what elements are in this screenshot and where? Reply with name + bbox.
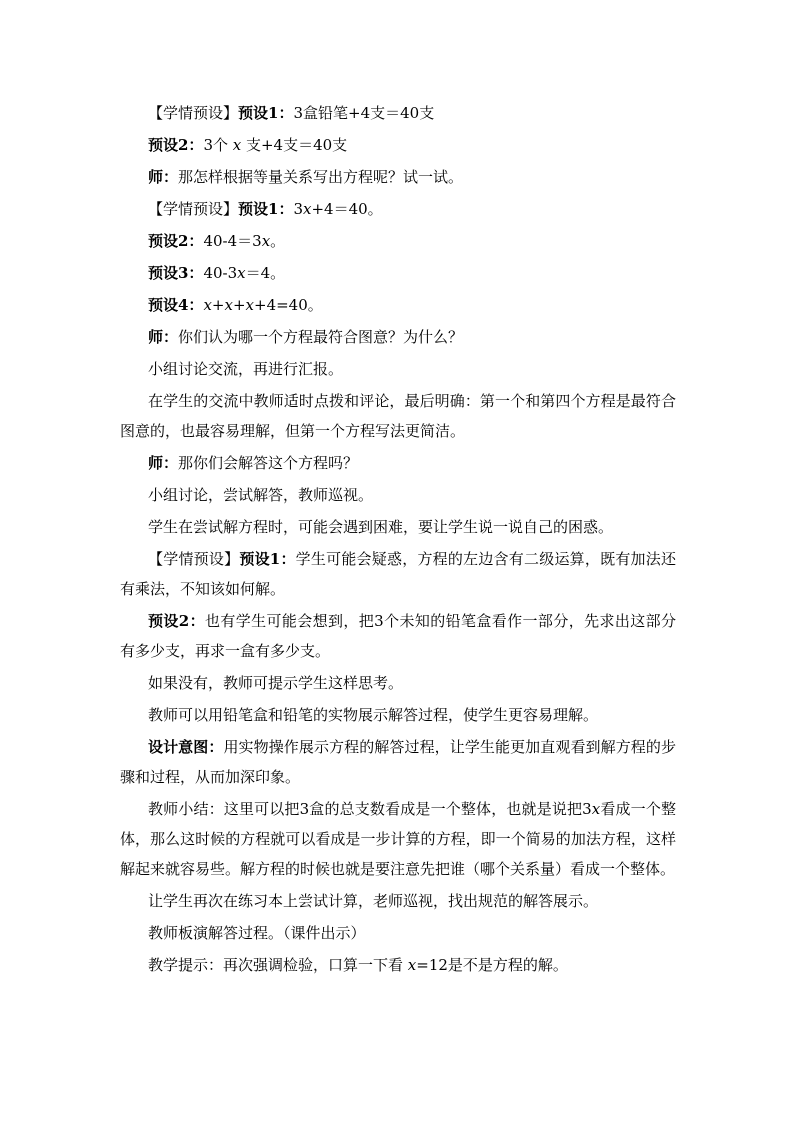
text-run: 教师板演解答过程。（课件出示） xyxy=(148,924,366,942)
variable-text: x xyxy=(232,136,242,154)
variable-text: x xyxy=(591,800,601,818)
text-run: 在学生的交流中教师适时点拨和评论，最后明确：第一个和第四个方程是最符合图意的，也最容易理解，但第一个方程写法更简洁。 xyxy=(120,392,676,440)
paragraph xyxy=(120,480,676,510)
bold-text: 预设1： xyxy=(238,200,294,218)
text-run: 3个 xyxy=(203,136,233,154)
paragraph xyxy=(120,354,676,384)
bold-text: 师： xyxy=(148,454,179,472)
variable-text: x xyxy=(245,296,254,314)
text-run: 教师小结：这里可以把3盒的总支数看成是一个整体，也就是说把3 xyxy=(148,800,592,818)
variable-text: x xyxy=(261,232,271,250)
bold-text: 预设2： xyxy=(148,612,205,630)
paragraph xyxy=(120,98,676,128)
text-run: ＝4。 xyxy=(245,264,286,282)
variable-text: x xyxy=(237,264,246,282)
text-run: 【学情预设】 xyxy=(148,550,240,568)
bold-text: 预设4： xyxy=(148,296,204,314)
text-run: 你们认为哪一个方程最符合图意？为什么？ xyxy=(178,328,464,346)
text-run: 教师可以用铅笔盒和铅笔的实物展示解答过程，使学生更容易理解。 xyxy=(148,706,599,724)
bold-text: 预设2： xyxy=(148,136,204,154)
paragraph xyxy=(120,512,676,542)
paragraph xyxy=(120,700,676,730)
paragraph xyxy=(120,668,676,698)
text-run: 如果没有，教师可提示学生这样思考。 xyxy=(148,674,404,692)
text-run: + xyxy=(232,296,246,314)
text-run: 那怎样根据等量关系写出方程呢？试一试。 xyxy=(178,168,464,186)
text-run: 学生在尝试解方程时，可能会遇到困难，要让学生说一说自己的困惑。 xyxy=(148,518,614,536)
paragraph xyxy=(120,544,676,604)
paragraph xyxy=(120,386,676,446)
bold-text: 设计意图： xyxy=(148,738,224,756)
text-run: 小组讨论，尝试解答，教师巡视。 xyxy=(148,486,374,504)
document-body xyxy=(120,98,676,982)
text-run: + xyxy=(211,296,225,314)
text-run: 40-3 xyxy=(203,264,238,282)
text-run: 让学生再次在练习本上尝试计算，老师巡视，找出规范的解答展示。 xyxy=(148,892,599,910)
variable-text: x xyxy=(203,296,212,314)
paragraph xyxy=(120,130,676,160)
variable-text: x xyxy=(224,296,233,314)
bold-text: 预设1： xyxy=(238,104,294,122)
paragraph xyxy=(120,606,676,666)
text-run: 教学提示：再次强调检验，口算一下看 xyxy=(148,956,408,974)
variable-text: x xyxy=(303,200,312,218)
bold-text: 预设1： xyxy=(239,550,296,568)
text-run: 学生可能会疑惑，方程的左边含有二级运算，既有加法还有乘法，不知该如何解。 xyxy=(120,550,676,598)
paragraph xyxy=(120,950,676,980)
bold-text: 师： xyxy=(148,168,179,186)
text-run: 。 xyxy=(270,232,286,250)
bold-text: 师： xyxy=(148,328,179,346)
text-run: 支+4支＝40支 xyxy=(241,136,348,154)
text-run: 也有学生可能会想到，把3个未知的铅笔盒看作一部分，先求出这部分有多少支，再求一盒有多少支。 xyxy=(120,612,676,660)
paragraph xyxy=(120,794,676,884)
paragraph xyxy=(120,322,676,352)
variable-text: x xyxy=(407,956,417,974)
text-run: 【学情预设】 xyxy=(148,200,239,218)
text-run: 那你们会解答这个方程吗？ xyxy=(178,454,359,472)
paragraph xyxy=(120,194,676,224)
paragraph xyxy=(120,162,676,192)
text-run: +4＝40。 xyxy=(311,200,383,218)
text-run: 用实物操作展示方程的解答过程，让学生能更加直观看到解方程的步骤和过程，从而加深印象。 xyxy=(120,738,676,786)
text-run: 3盒铅笔+4支＝40支 xyxy=(293,104,435,122)
text-run: 【学情预设】 xyxy=(148,104,239,122)
text-run: 小组讨论交流，再进行汇报。 xyxy=(148,360,344,378)
text-run: 看成一个整体，那么这时候的方程就可以看成是一步计算的方程，即一个简易的加法方程，这样解起来就容易些。解方程的时候也就是要注意先把谁（哪个关系量）看成一个整体。 xyxy=(120,800,676,878)
paragraph xyxy=(120,886,676,916)
paragraph xyxy=(120,732,676,792)
text-run: =12是不是方程的解。 xyxy=(416,956,568,974)
text-run: 40-4＝3 xyxy=(203,232,262,250)
paragraph xyxy=(120,290,676,320)
bold-text: 预设2： xyxy=(148,232,204,250)
paragraph xyxy=(120,918,676,948)
paragraph xyxy=(120,448,676,478)
paragraph xyxy=(120,226,676,256)
text-run: 3 xyxy=(293,200,303,218)
bold-text: 预设3： xyxy=(148,264,204,282)
text-run: +4=40。 xyxy=(254,296,323,314)
paragraph xyxy=(120,258,676,288)
